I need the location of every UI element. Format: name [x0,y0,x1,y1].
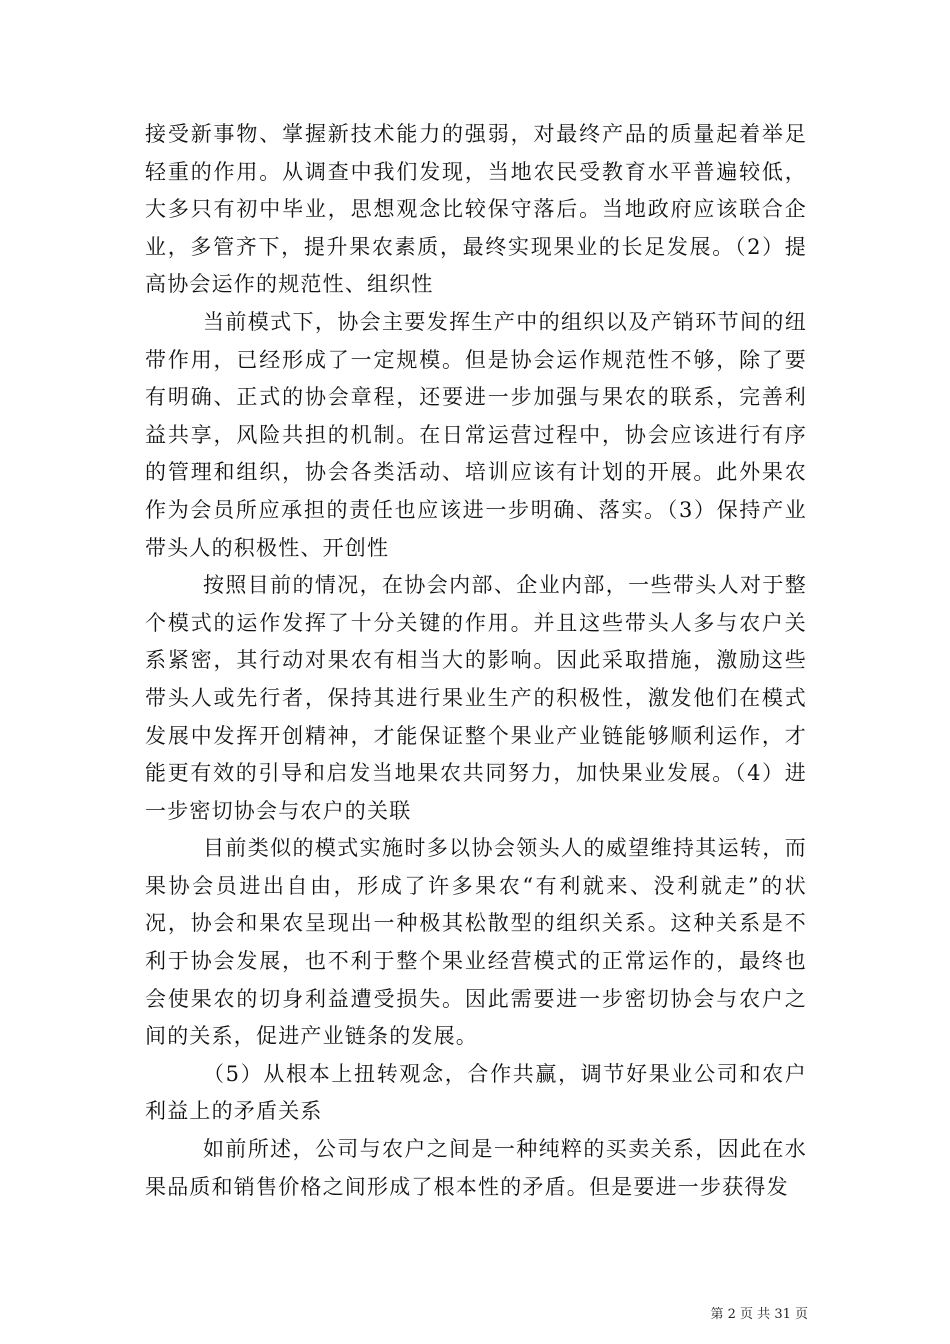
paragraph-2: 当前模式下，协会主要发挥生产中的组织以及产销环节间的纽带作用，已经形成了一定规模。但是协会运作规范性不够，除了要有明确、正式的协会章程，还要进一步加强与果农的联系，完善利益共享，风险共担的机制。在日常运营过程中，协会应该进行有序的管理和组织，协会各类活动、培训应该有计划的开展。此外果农作为会员所应承担的责任也应该进一步明确、落实。（3）保持产业带头人的积极性、开创性 [145,309,807,560]
paragraph-3: 按照目前的情况，在协会内部、企业内部，一些带头人对于整个模式的运作发挥了十分关键的作用。并且这些带头人多与农户关系紧密，其行动对果农有相当大的影响。因此采取措施，激励这些带头人或先行者，保持其进行果业生产的积极性，激发他们在模式发展中发挥开创精神，才能保证整个果业产业链能够顺利运作，才能更有效的引导和启发当地果农共同努力，加快果业发展。（4）进一步密切协会与农户的关联 [145,573,807,823]
section-heading-5: （5）从根本上扭转观念，合作共赢，调节好果业公司和农户利益上的矛盾关系 [145,1061,807,1124]
paragraph-1: 接受新事物、掌握新技术能力的强弱，对最终产品的质量起着举足轻重的作用。从调查中我们发现，当地农民受教育水平普遍较低，大多只有初中毕业，思想观念比较保守落后。当地政府应该联合企业，多管齐下，提升果农素质，最终实现果业的长足发展。（2）提高协会运作的规范性、组织性 [145,122,807,297]
paragraph-6: 如前所述，公司与农户之间是一种纯粹的买卖关系，因此在水果品质和销售价格之间形成了根本性的矛盾。但是要进一步获得发 [145,1137,807,1199]
paragraph-4: 目前类似的模式实施时多以协会领头人的威望维持其运转，而果协会员进出自由，形成了许多果农“有利就来、没利就走”的状况，协会和果农呈现出一种极其松散型的组织关系。这种关系是不利于协会发展，也不利于整个果业经营模式的正常运作的，最终也会使果农的切身利益遭受损失。因此需要进一步密切协会与农户之间的关系，促进产业链条的发展。 [145,836,807,1049]
document-body [145,116,807,1206]
page-number-footer: 第 2 页 共 31 页 [710,1307,808,1322]
